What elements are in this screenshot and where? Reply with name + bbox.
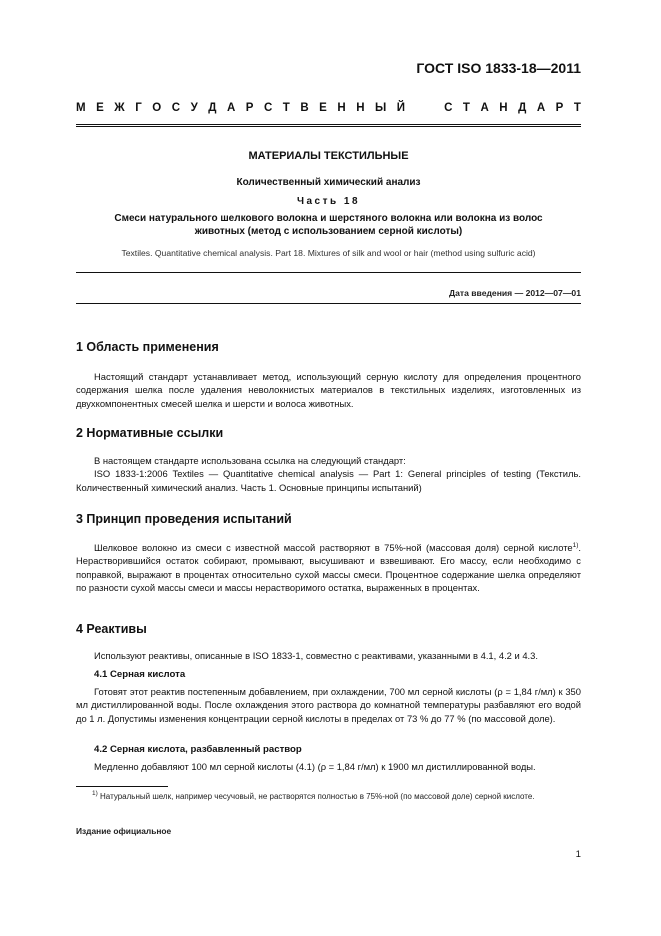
standard-letter: С bbox=[444, 102, 453, 114]
section-2-paragraph-1: В настоящем стандарте использована ссылка на следующий стандарт: bbox=[94, 455, 406, 466]
header-rule-top bbox=[76, 124, 581, 125]
document-title: МАТЕРИАЛЫ ТЕКСТИЛЬНЫЕ bbox=[248, 150, 409, 162]
interstate-letter: С bbox=[263, 102, 273, 114]
interstate-letter: Г bbox=[135, 102, 142, 114]
section-2-heading: 2 Нормативные ссылки bbox=[76, 426, 224, 440]
document-part: Часть 18 bbox=[296, 196, 361, 207]
interstate-letter: С bbox=[171, 102, 181, 114]
interstate-letter: Ы bbox=[375, 102, 387, 114]
interstate-letter: Т bbox=[282, 102, 290, 114]
section-3-text-a: Шелковое волокно из смеси с известной массой растворяют в 75%-ной (массовая доля) серной кислоте bbox=[94, 542, 573, 553]
interstate-letter: Е bbox=[319, 102, 327, 114]
section-4-1-paragraph: Готовят этот реактив постепенным добавлением, при охлаждении, 700 мл серной кислоты (ρ = 1,84 г/мл) к 350 мл дистиллированной воды. После охлаждения этого раствора до комнатной температуры разбавляют его водой до 1 л. Допустимы изменения концентрации серной кислоты в пределах от 73 % до 77 % (по массовой доле). bbox=[76, 686, 581, 724]
interstate-letter: Н bbox=[356, 102, 365, 114]
section-3-heading: 3 Принцип проведения испытаний bbox=[76, 512, 292, 526]
document-id: ГОСТ ISO 1833-18—2011 bbox=[416, 60, 581, 76]
section-3-text-b: . Нерастворившийся остаток собирают, промывают, высушивают и взвешивают. Его массу, если необходимо с поправкой, выражают в процентах относительно сухой массы смеси. Процентное содержание шелка определяют по разности сухой массы смеси и массы нерастворимого остатка, выраженных в процентах. bbox=[76, 542, 581, 594]
standard-letter: А bbox=[480, 102, 489, 114]
footnote-reference: 1) bbox=[572, 542, 579, 549]
english-title: Textiles. Quantitative chemical analysis. Part 18. Mixtures of silk and wool or hair (method using sulfuric acid) bbox=[121, 248, 536, 258]
footnote-text: Натуральный шелк, например чесучовый, не растворятся полностью в 75%-ной (по массовой доле) серной кислоте. bbox=[100, 792, 535, 801]
section-1-heading: 1 Область применения bbox=[76, 340, 219, 354]
date-rule bbox=[76, 303, 581, 304]
header-rule-bottom bbox=[76, 126, 581, 127]
standard-letter: Д bbox=[518, 102, 527, 114]
interstate-letter: Д bbox=[208, 102, 217, 114]
section-4-2-heading: 4.2 Серная кислота, разбавленный раствор bbox=[94, 744, 302, 755]
title-rule bbox=[76, 272, 581, 273]
banner-gap bbox=[416, 102, 434, 114]
footnote-rule bbox=[76, 786, 168, 787]
section-4-1-heading: 4.1 Серная кислота bbox=[94, 669, 186, 680]
section-4-2-text bbox=[76, 760, 581, 773]
section-1-paragraph: Настоящий стандарт устанавливает метод, использующий серную кислоту для определения процентного содержания шелка после удаления неволокнистых материалов в текстильных изделиях, изготовленных из двухкомпонентных смесей шелка и шерсти и волоса животных. bbox=[76, 371, 581, 409]
section-4-1-text bbox=[76, 685, 581, 725]
interstate-letter: У bbox=[190, 102, 198, 114]
description-line-1: Смеси натурального шелкового волокна и шерстяного волокна или волокна из волос bbox=[114, 213, 543, 224]
section-2-paragraph-2: ISO 1833-1:2006 Textiles — Quantitative chemical analysis — Part 1: General principles of testing (Текстиль. Количественный химический анализ. Часть 1. Основные принципы испытаний) bbox=[76, 468, 581, 493]
section-4-heading: 4 Реактивы bbox=[76, 622, 147, 636]
interstate-letter: В bbox=[300, 102, 309, 114]
interstate-letter: Е bbox=[96, 102, 104, 114]
introduction-date: Дата введения — 2012—07—01 bbox=[448, 288, 581, 298]
interstate-letter: А bbox=[226, 102, 236, 114]
description-line-2: животных (метод с использованием серной кислоты) bbox=[194, 226, 463, 237]
standard-letter: Т bbox=[573, 102, 581, 114]
document-description bbox=[76, 212, 581, 238]
official-edition-label: Издание официальное bbox=[76, 826, 172, 836]
interstate-letter: Р bbox=[245, 102, 254, 114]
interstate-letter: О bbox=[152, 102, 162, 114]
section-1-text bbox=[76, 370, 581, 410]
section-3-paragraph bbox=[76, 541, 581, 595]
interstate-letter: Н bbox=[337, 102, 346, 114]
section-3-text bbox=[76, 541, 581, 595]
standard-letter: Р bbox=[555, 102, 564, 114]
section-2-text bbox=[76, 454, 581, 494]
standard-letter: Т bbox=[462, 102, 470, 114]
section-4-text bbox=[76, 649, 581, 662]
section-4-2-paragraph: Медленно добавляют 100 мл серной кислоты (4.1) (ρ = 1,84 г/мл) к 1900 мл дистиллированной воды. bbox=[94, 761, 536, 772]
footnote bbox=[76, 790, 581, 804]
page-number: 1 bbox=[575, 849, 581, 860]
section-4-paragraph: Используют реактивы, описанные в ISO 1833-1, совместно с реактивами, указанными в 4.1, 4.2 и 4.3. bbox=[94, 650, 538, 661]
standard-letter: А bbox=[536, 102, 546, 114]
interstate-letter: М bbox=[76, 102, 86, 114]
interstate-letter: Й bbox=[396, 102, 406, 114]
interstate-letter: Ж bbox=[114, 102, 125, 114]
footnote-marker: 1) bbox=[92, 790, 98, 797]
interstate-standard-banner bbox=[76, 102, 581, 114]
document-subtitle: Количественный химический анализ bbox=[236, 177, 421, 188]
standard-letter: Н bbox=[499, 102, 508, 114]
